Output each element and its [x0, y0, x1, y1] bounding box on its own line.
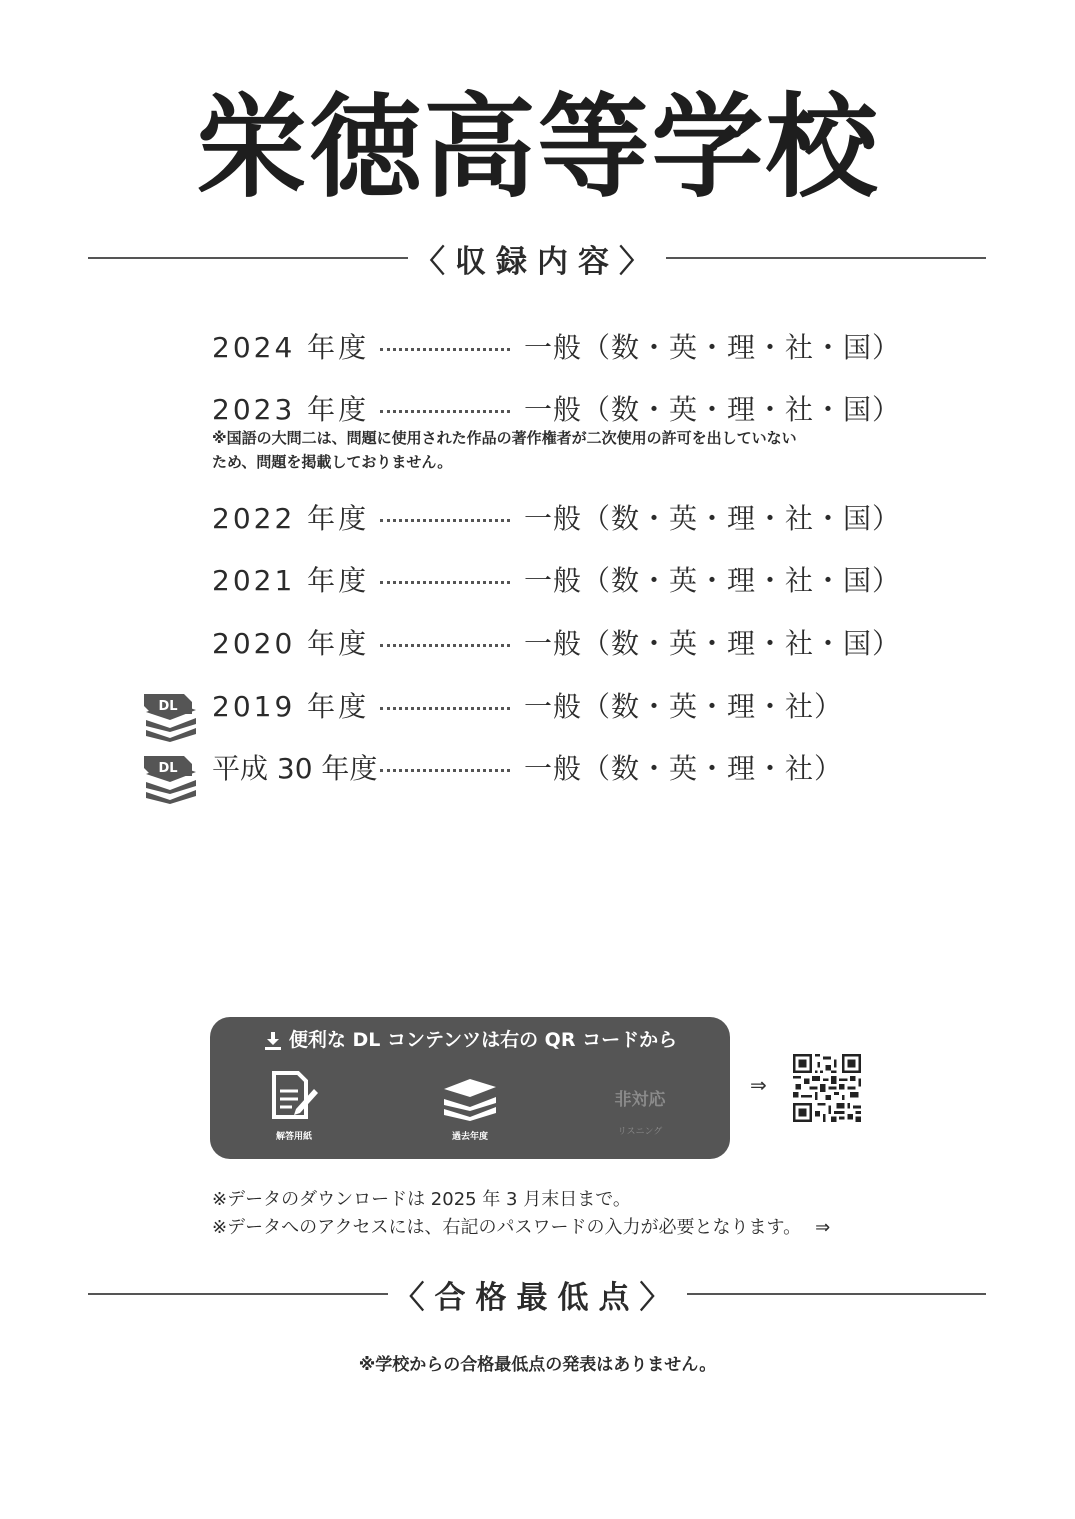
row-year: 2022 年度: [212, 502, 370, 535]
dl-badge-text: DL: [158, 699, 178, 714]
row-year: 2024 年度: [212, 331, 370, 364]
contents-row-2024: [212, 328, 912, 364]
contents-row-2022: [212, 499, 912, 535]
row-exam: 一般（数・英・理・社）: [524, 690, 844, 723]
contents-heading: [88, 238, 986, 278]
contents-row-2020: [212, 624, 912, 660]
passing-heading: [88, 1274, 986, 1314]
feature-answer-sheet: [244, 1069, 344, 1142]
row-exam: 一般（数・英・理・社）: [524, 752, 844, 785]
heading-rule-left: [88, 257, 408, 259]
note-2023: [212, 426, 872, 474]
school-title: 栄徳高等学校: [195, 83, 880, 213]
note-2023-line1: ※国語の大問二は、問題に使用された作品の著作権者が二次使用の許可を出していない: [212, 429, 797, 447]
row-exam: 一般（数・英・理・社・国）: [524, 331, 902, 364]
dl-books-icon: [140, 690, 200, 742]
leader-dots: [380, 769, 510, 772]
dl-contents-box: [210, 1017, 730, 1159]
password-arrow: ⇒: [815, 1217, 831, 1238]
leader-dots: [380, 581, 510, 584]
download-notes: [212, 1186, 830, 1242]
dl-box-title-text: 便利な DL コンテンツは右の QR コードから: [288, 1029, 678, 1051]
download-icon: [263, 1031, 283, 1051]
passing-note: ※学校からの合格最低点の発表はありません。: [358, 1355, 717, 1375]
heading-rule-right: [687, 1293, 987, 1295]
feature-listening-status: 非対応: [614, 1090, 666, 1110]
row-exam: 一般（数・英・理・社・国）: [524, 564, 902, 597]
qr-code-icon[interactable]: [793, 1054, 861, 1122]
row-year: 2021 年度: [212, 564, 370, 597]
feature-answer-sheet-label: 解答用紙: [275, 1132, 312, 1142]
row-year: 2019 年度: [212, 690, 370, 723]
feature-listening: [590, 1069, 690, 1137]
answer-sheet-icon: [268, 1069, 320, 1123]
leader-dots: [380, 348, 510, 351]
download-note-line2: [212, 1214, 830, 1242]
feature-past-years-label: 過去年度: [451, 1132, 488, 1142]
contents-row-2023: [212, 390, 912, 426]
download-note-line2-text: ※データへのアクセスには、右記のパスワードの入力が必要となります。: [212, 1217, 802, 1238]
contents-heading-label: 〈収録内容〉: [414, 243, 660, 280]
books-icon: [440, 1069, 500, 1123]
leader-dots: [380, 410, 510, 413]
leader-dots: [380, 644, 510, 647]
row-year: 平成 30 年度: [212, 752, 378, 785]
heading-rule-left: [88, 1293, 388, 1295]
row-exam: 一般（数・英・理・社・国）: [524, 502, 902, 535]
leader-dots: [380, 519, 510, 522]
heading-rule-right: [666, 257, 986, 259]
passing-heading-label: 〈合格最低点〉: [393, 1279, 681, 1316]
contents-row-h30: [212, 749, 912, 785]
download-note-line1: ※データのダウンロードは 2025 年 3 月末日まで。: [212, 1189, 631, 1210]
dl-box-title: [210, 1025, 730, 1052]
dl-badge-text: DL: [158, 761, 178, 776]
dl-books-icon: [140, 752, 200, 804]
contents-row-2019: [212, 687, 912, 723]
leader-dots: [380, 707, 510, 710]
qr-arrow: ⇒: [750, 1073, 767, 1097]
contents-row-2021: [212, 561, 912, 597]
row-year: 2020 年度: [212, 627, 370, 660]
feature-listening-label: リスニング: [617, 1127, 663, 1137]
note-2023-line2: ため、問題を掲載しておりません。: [212, 453, 453, 471]
row-exam: 一般（数・英・理・社・国）: [524, 393, 902, 426]
row-year: 2023 年度: [212, 393, 370, 426]
feature-past-years: [420, 1069, 520, 1142]
row-exam: 一般（数・英・理・社・国）: [524, 627, 902, 660]
